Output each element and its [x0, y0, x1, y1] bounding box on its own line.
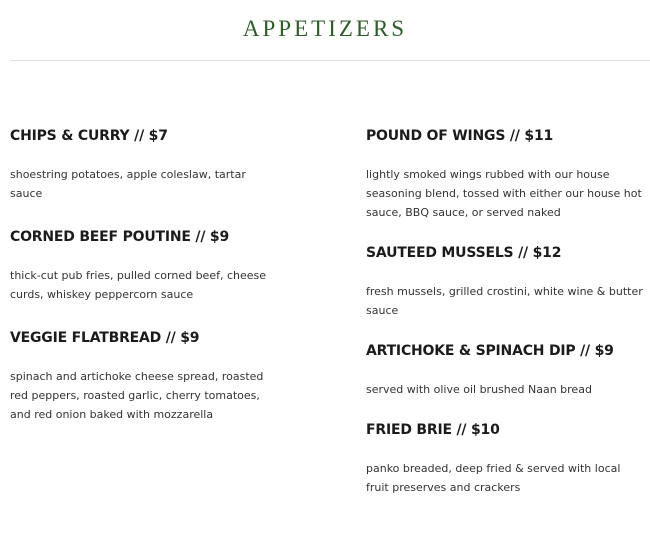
menu-item-pound-of-wings	[366, 127, 650, 222]
menu-item-description: shoestring potatoes, apple coleslaw, tartar sauce	[10, 168, 246, 200]
menu-item-artichoke-spinach-dip	[366, 342, 650, 399]
menu-item-description: panko breaded, deep fried & served with local fruit preserves and crackers	[366, 462, 621, 494]
menu-item-name: VEGGIE FLATBREAD // $9	[10, 330, 200, 346]
menu-item-name: POUND OF WINGS // $11	[366, 128, 554, 144]
menu-item-fried-brie	[366, 421, 650, 497]
menu-item-corned-beef-poutine	[10, 228, 340, 304]
page-title: APPETIZERS	[242, 16, 408, 41]
menu-item-description: spinach and artichoke cheese spread, roasted red peppers, roasted garlic, cherry tomatoes, and red onion baked with mozzarella	[10, 370, 264, 421]
title-divider	[10, 60, 650, 61]
menu-item-description: thick-cut pub fries, pulled corned beef, cheese curds, whiskey peppercorn sauce	[10, 269, 267, 301]
menu-column-right	[366, 127, 650, 497]
menu-item-name: CHIPS & CURRY // $7	[10, 128, 168, 144]
menu-item-name: SAUTEED MUSSELS // $12	[366, 245, 562, 261]
menu-item-veggie-flatbread	[10, 329, 340, 424]
menu-item-description: served with olive oil brushed Naan bread	[366, 383, 592, 396]
menu-item-name: ARTICHOKE & SPINACH DIP // $9	[366, 343, 614, 359]
menu-item-description: fresh mussels, grilled crostini, white wine & butter sauce	[366, 285, 643, 317]
menu-item-description: lightly smoked wings rubbed with our house seasoning blend, tossed with either our house hot sauce, BBQ sauce, or served naked	[366, 168, 642, 219]
menu-item-name: CORNED BEEF POUTINE // $9	[10, 229, 229, 245]
menu-column-left	[10, 127, 340, 424]
menu-item-sauteed-mussels	[366, 244, 650, 320]
menu-item-chips-curry	[10, 127, 340, 203]
menu-item-name: FRIED BRIE // $10	[366, 422, 500, 438]
